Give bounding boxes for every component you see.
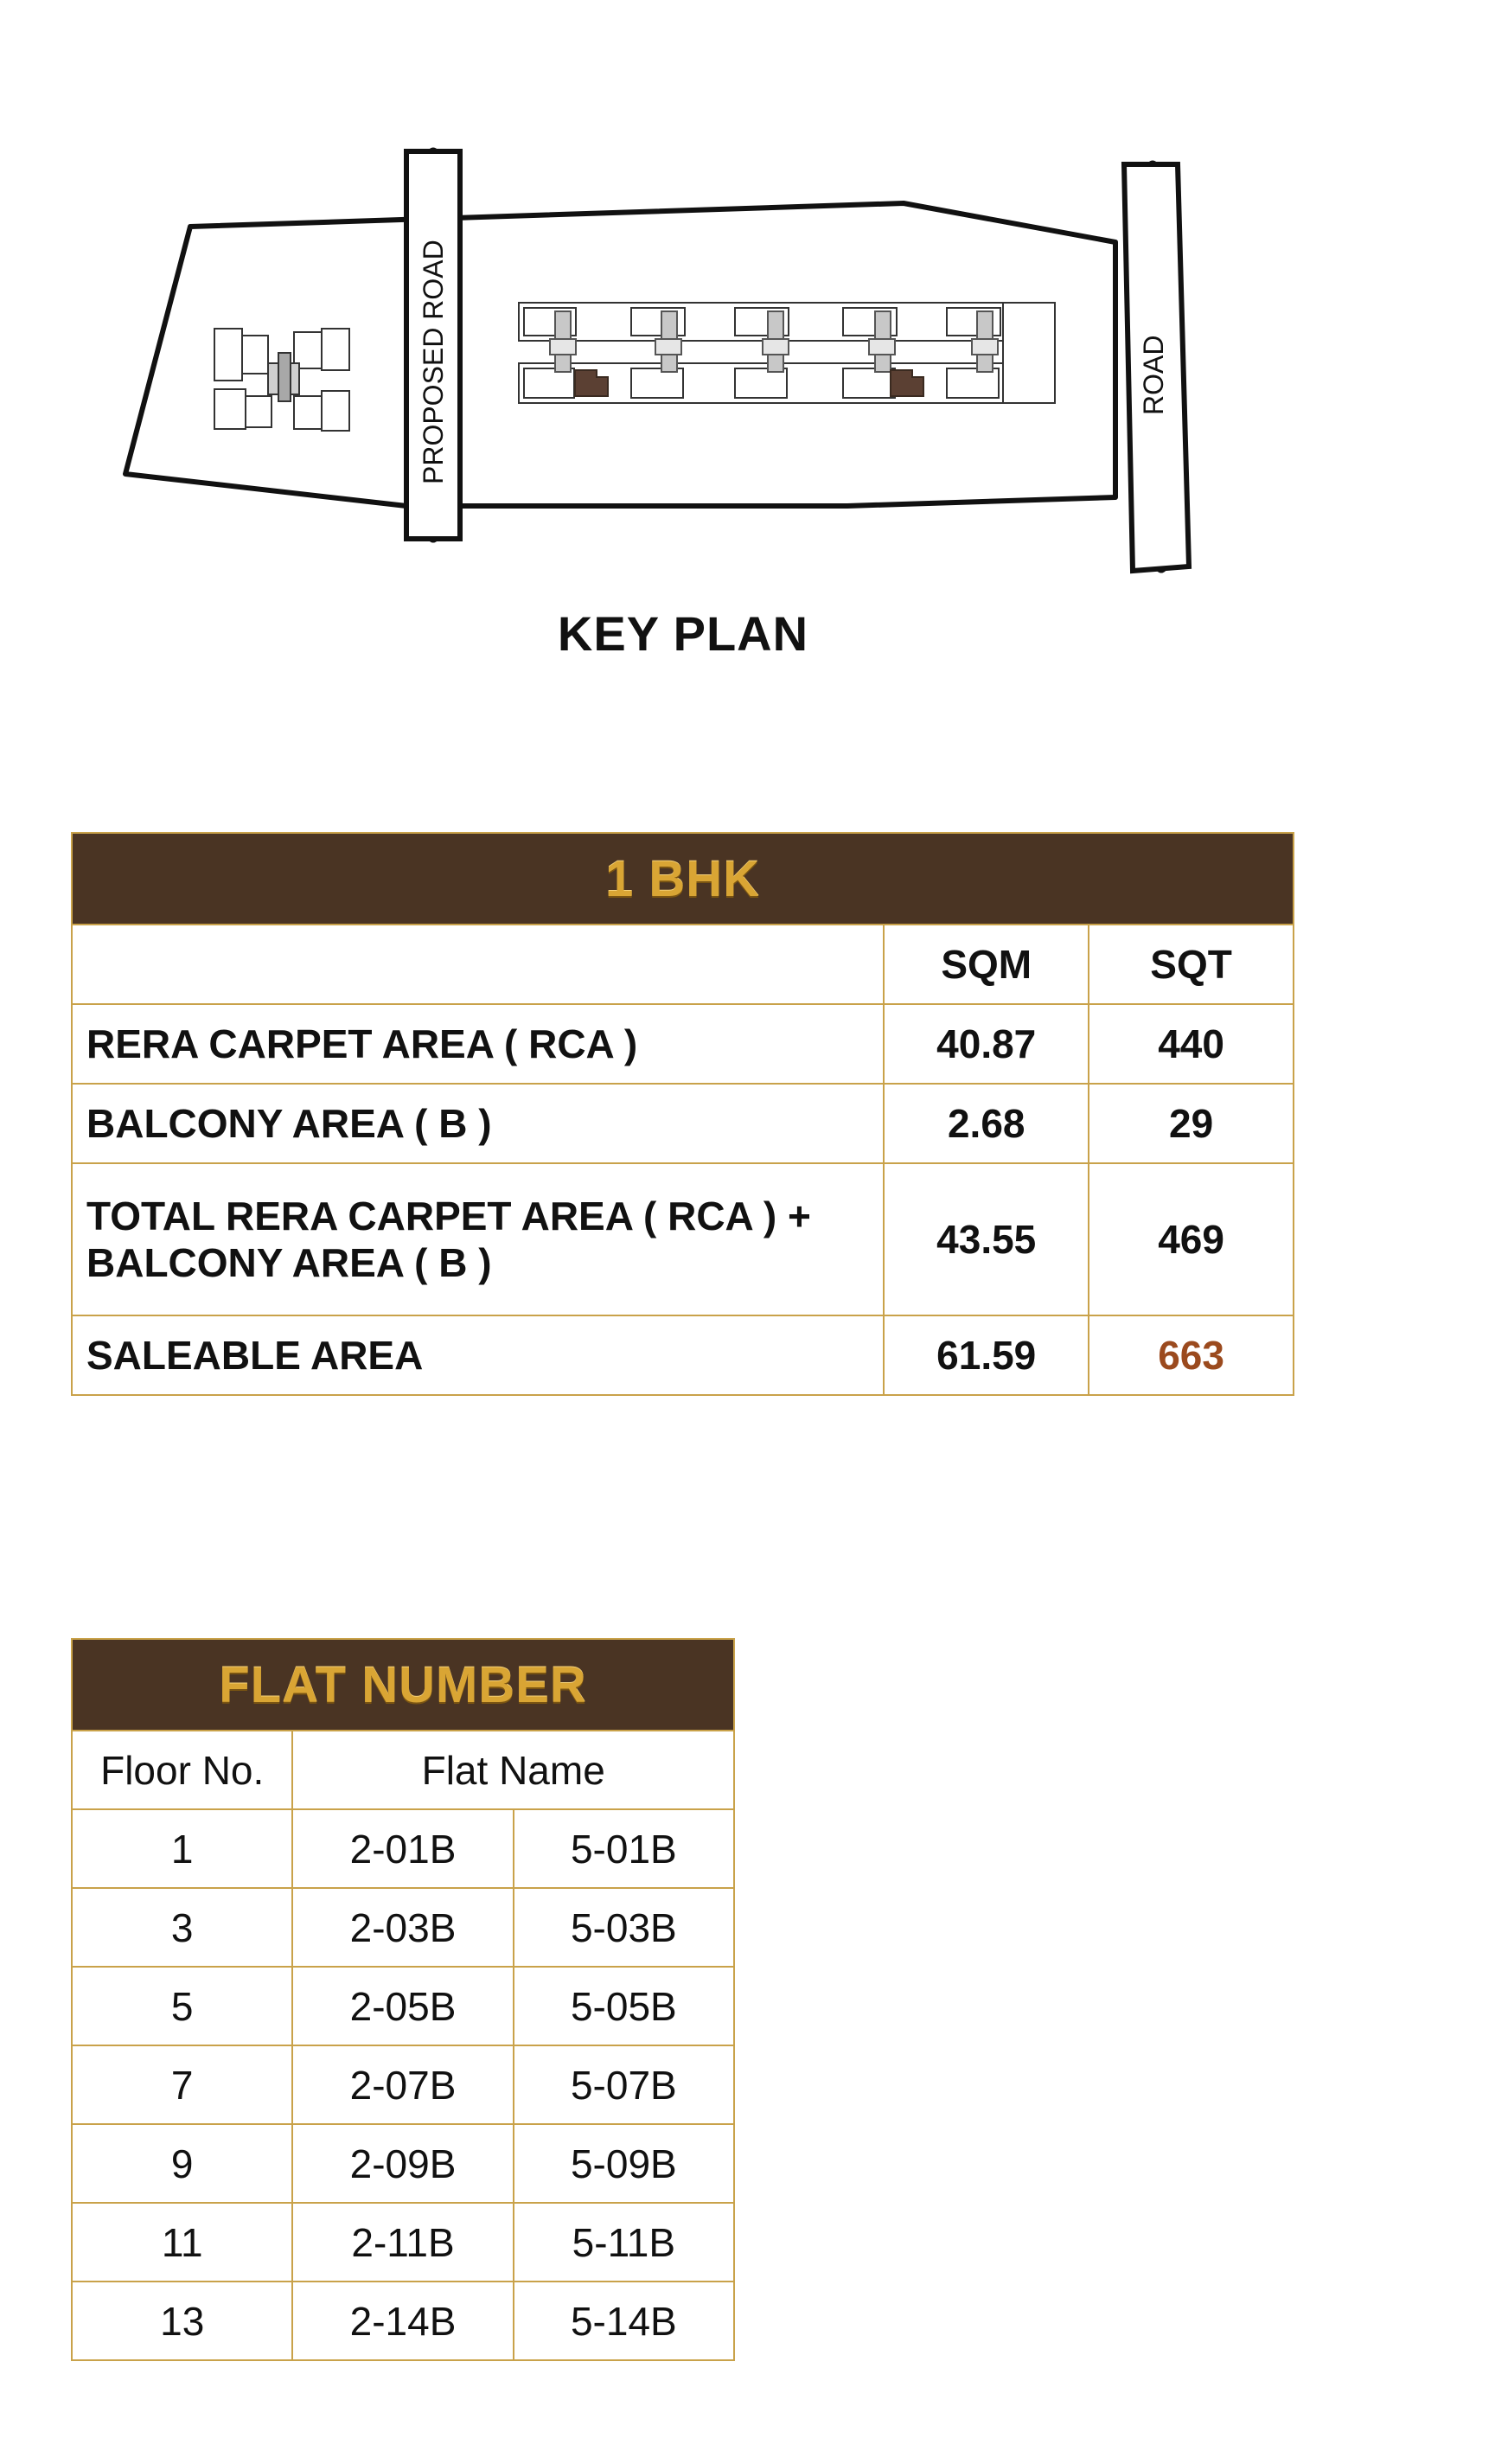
floor-number: 9 [72, 2124, 292, 2203]
saleable-sqt-value: 663 [1089, 1315, 1294, 1395]
table-row [72, 1809, 734, 1888]
key-plan-diagram [0, 0, 1495, 605]
site-boundary [125, 203, 1115, 506]
flat-column-header-row [72, 1731, 734, 1809]
floor-number: 7 [72, 2045, 292, 2124]
sqm-value: 61.59 [884, 1315, 1089, 1395]
flat-name: 2-03B [292, 1888, 513, 1967]
flat-name: 5-03B [514, 1888, 734, 1967]
flat-name: 2-01B [292, 1809, 513, 1888]
table-row [72, 2124, 734, 2203]
row-label [72, 1163, 884, 1315]
flat-name: 5-01B [514, 1809, 734, 1888]
row-label-line1: TOTAL RERA CARPET AREA ( RCA ) + [86, 1194, 811, 1238]
row-label-line2: BALCONY AREA ( B ) [86, 1240, 492, 1285]
col-sqm-header: SQM [884, 925, 1089, 1004]
floor-number: 13 [72, 2282, 292, 2360]
col-floor-header: Floor No. [72, 1731, 292, 1809]
floor-number: 5 [72, 1967, 292, 2045]
floor-number: 3 [72, 1888, 292, 1967]
flat-header-row [72, 1639, 734, 1731]
road-label: ROAD [1138, 335, 1169, 415]
bhk-area-table [71, 832, 1294, 1396]
table-row [72, 1967, 734, 2045]
flat-name: 5-11B [514, 2203, 734, 2282]
flat-name: 2-09B [292, 2124, 513, 2203]
flat-number-table [71, 1638, 735, 2361]
floor-number: 1 [72, 1809, 292, 1888]
proposed-road-label: PROPOSED ROAD [418, 240, 449, 484]
table-row [72, 2203, 734, 2282]
col-sqt-header: SQT [1089, 925, 1294, 1004]
table-row [72, 1163, 1294, 1315]
flat-name: 2-05B [292, 1967, 513, 2045]
sqm-value: 43.55 [884, 1163, 1089, 1315]
flat-name: 5-07B [514, 2045, 734, 2124]
bhk-column-header-row [72, 925, 1294, 1004]
key-plan-title: KEY PLAN [557, 606, 809, 661]
sqm-value: 40.87 [884, 1004, 1089, 1084]
sqt-value: 469 [1089, 1163, 1294, 1315]
table-row [72, 1315, 1294, 1395]
table-row [72, 1084, 1294, 1163]
sqt-value: 29 [1089, 1084, 1294, 1163]
col-flat-header: Flat Name [292, 1731, 734, 1809]
sqt-value: 440 [1089, 1004, 1294, 1084]
flat-name: 5-09B [514, 2124, 734, 2203]
sqm-value: 2.68 [884, 1084, 1089, 1163]
row-label: RERA CARPET AREA ( RCA ) [72, 1004, 884, 1084]
flat-name: 5-05B [514, 1967, 734, 2045]
floor-number: 11 [72, 2203, 292, 2282]
table-row [72, 2045, 734, 2124]
flat-name: 2-14B [292, 2282, 513, 2360]
table-row [72, 1004, 1294, 1084]
row-label: BALCONY AREA ( B ) [72, 1084, 884, 1163]
flat-title: FLAT NUMBER [219, 1656, 587, 1713]
row-label: SALEABLE AREA [72, 1315, 884, 1395]
table-row [72, 2282, 734, 2360]
table-row [72, 1888, 734, 1967]
bhk-title: 1 BHK [604, 850, 761, 907]
flat-name: 2-07B [292, 2045, 513, 2124]
bhk-empty-header [72, 925, 884, 1004]
flat-name: 2-11B [292, 2203, 513, 2282]
flat-name: 5-14B [514, 2282, 734, 2360]
building-left [214, 329, 349, 431]
bhk-header-row [72, 833, 1294, 925]
